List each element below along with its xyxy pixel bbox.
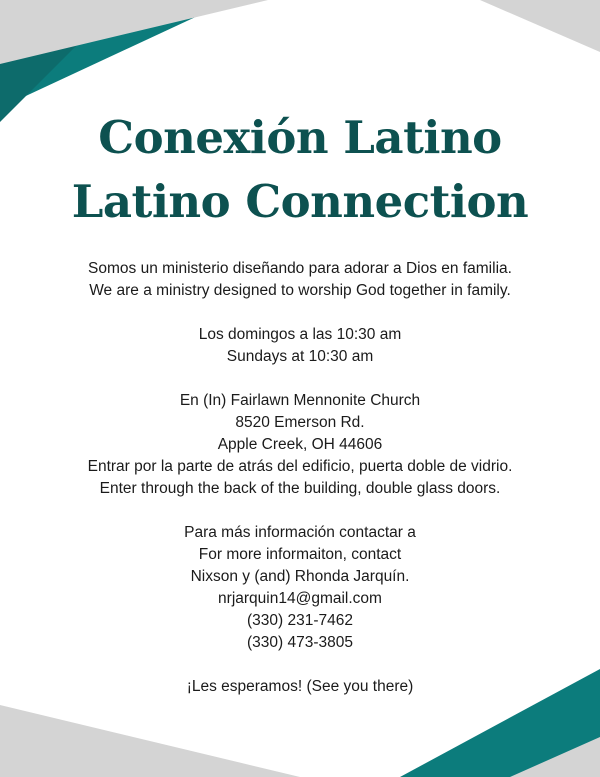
text-line: En (In) Fairlawn Mennonite Church (179, 391, 421, 409)
paragraph-intro (24, 258, 576, 302)
text-line: 8520 Emerson Rd. (235, 413, 365, 431)
text-line: For more informaiton, contact (198, 545, 402, 563)
contact-phone-primary: (330) 231-7462 (247, 611, 353, 629)
flyer-body (24, 258, 576, 698)
title-spanish: Conexión Latino (98, 111, 502, 164)
text-line: Somos un ministerio diseñando para adorar a Dios en familia. (88, 259, 512, 277)
text-line: Apple Creek, OH 44606 (217, 435, 383, 453)
text-line: Enter through the back of the building, double glass doors. (99, 479, 501, 497)
text-line: Sundays at 10:30 am (226, 347, 374, 365)
paragraph-closing (24, 676, 576, 698)
paragraph-contact (24, 522, 576, 654)
text-line: Para más información contactar a (184, 523, 416, 541)
text-line: Entrar por la parte de atrás del edificio, puerta doble de vidrio. (87, 457, 513, 475)
page-title (24, 106, 576, 234)
text-line: We are a ministry designed to worship God together in family. (89, 281, 511, 299)
text-line: Los domingos a las 10:30 am (198, 325, 402, 343)
contact-phone-secondary: (330) 473-3805 (247, 633, 353, 651)
paragraph-location (24, 390, 576, 500)
title-english: Latino Connection (71, 174, 529, 228)
text-line: Nixson y (and) Rhonda Jarquín. (190, 567, 410, 585)
text-line: ¡Les esperamos! (See you there) (186, 677, 414, 695)
contact-email: nrjarquin14@gmail.com (218, 589, 382, 607)
paragraph-schedule (24, 324, 576, 368)
